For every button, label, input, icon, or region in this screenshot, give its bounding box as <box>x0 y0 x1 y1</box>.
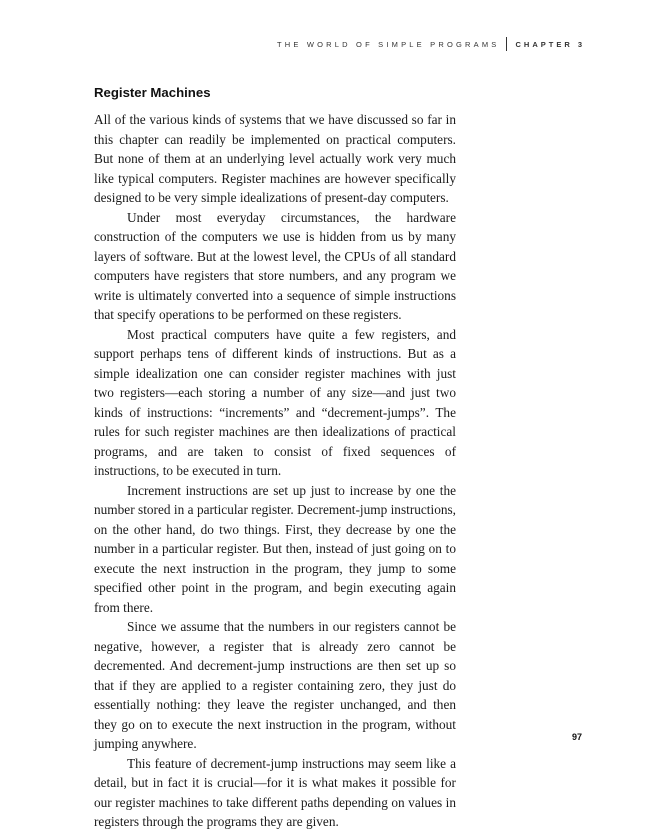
paragraph: Increment instructions are set up just to increase by one the number stored in a particular register. Decrement-jump instructions, on the other hand, do two things. First, they decrease by one the number in a particular register. But then, instead of just going on to execute the next instruction in the program, they jump to some specified other point in the program, and begin executing again from there. <box>94 482 456 615</box>
paragraph: Most practical computers have quite a few registers, and support perhaps tens of different kinds of instructions. But as a simple idealization one can consider register machines with just two registers—each storing a number of any size—and just two kinds of instructions: “increments” and “decrement-jumps”. The rules for such register machines are then idealizations of practical programs, and are taken to consist of fixed sequences of instructions, to be executed in turn. <box>94 326 456 478</box>
paragraph: Since we assume that the numbers in our registers cannot be negative, however, a register that is already zero cannot be decremented. And decrement-jump instructions are then set up so that if they are applied to a register containing zero, they just do essentially nothing: they leave the register unchanged, and then they go on to execute the next instruction in the program, without jumping anywhere. <box>94 619 456 751</box>
running-head-title: THE WORLD OF SIMPLE PROGRAMS <box>276 39 500 49</box>
running-head-divider <box>506 37 507 51</box>
page-number: 97 <box>571 732 582 742</box>
body-text <box>94 110 456 832</box>
running-head-chapter: CHAPTER 3 <box>515 39 585 49</box>
section-heading: Register Machines <box>94 85 211 100</box>
paragraph: This feature of decrement-jump instructions may seem like a detail, but in fact it is crucial—for it is what makes it possible for our register machines to take different paths depending on values in registers through the programs they are given. <box>94 755 456 829</box>
paragraph: All of the various kinds of systems that we have discussed so far in this chapter can readily be implemented on practical computers. But none of them at an underlying level actually work very much like typical computers. Register machines are however specifically designed to be very simple idealizations of present-day computers. <box>94 112 456 205</box>
paragraph: Under most everyday circumstances, the hardware construction of the computers we use is hidden from us by many layers of software. But at the lowest level, the CPUs of all standard computers have registers that store numbers, and any program we write is ultimately converted into a sequence of simple instructions that specify operations to be performed on these registers. <box>94 209 456 322</box>
running-head <box>277 37 585 51</box>
